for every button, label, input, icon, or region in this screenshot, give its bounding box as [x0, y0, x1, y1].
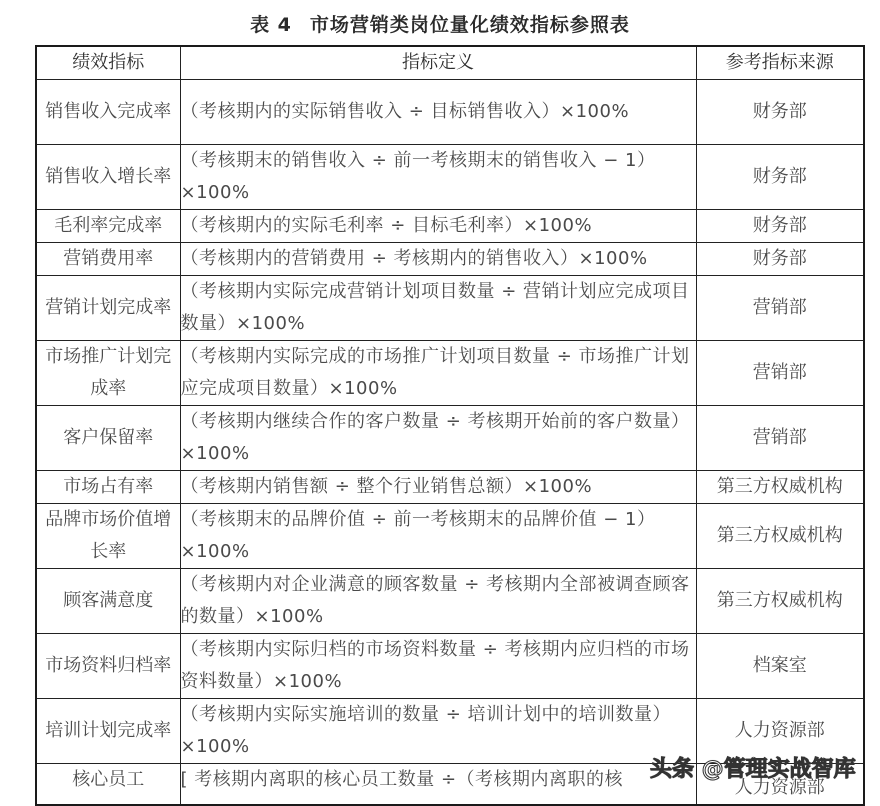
metric-source: 人力资源部	[696, 764, 864, 806]
table-row	[36, 504, 864, 569]
metric-source: 人力资源部	[696, 699, 864, 764]
metric-name: 销售收入完成率	[36, 80, 180, 145]
metric-name: 营销费用率	[36, 243, 180, 276]
header-source: 参考指标来源	[696, 46, 864, 80]
watermark: 头条 @管理实战智库	[650, 757, 856, 782]
table-row	[36, 406, 864, 471]
metric-source: 财务部	[696, 145, 864, 210]
table-header-row	[36, 46, 864, 80]
metric-source: 第三方权威机构	[696, 471, 864, 504]
metric-source: 营销部	[696, 341, 864, 406]
metric-definition: （考核期末的销售收入 ÷ 前一考核期末的销售收入 − 1）×100%	[180, 145, 696, 210]
metric-definition: （考核期内销售额 ÷ 整个行业销售总额）×100%	[180, 471, 696, 504]
metric-definition: （考核期内的实际销售收入 ÷ 目标销售收入）×100%	[180, 80, 696, 145]
metric-definition: （考核期内继续合作的客户数量 ÷ 考核期开始前的客户数量）×100%	[180, 406, 696, 471]
metrics-table	[35, 45, 865, 806]
metric-definition: （考核期内的营销费用 ÷ 考核期内的销售收入）×100%	[180, 243, 696, 276]
metric-source: 财务部	[696, 210, 864, 243]
metric-name: 市场资料归档率	[36, 634, 180, 699]
metric-source: 档案室	[696, 634, 864, 699]
table-row	[36, 210, 864, 243]
table-row	[36, 276, 864, 341]
metric-definition: （考核期内实际归档的市场资料数量 ÷ 考核期内应归档的市场资料数量）×100%	[180, 634, 696, 699]
table-row	[36, 471, 864, 504]
metric-source: 第三方权威机构	[696, 504, 864, 569]
metric-source: 财务部	[696, 243, 864, 276]
metric-definition: （考核期内的实际毛利率 ÷ 目标毛利率）×100%	[180, 210, 696, 243]
metric-name: 品牌市场价值增长率	[36, 504, 180, 569]
metric-name: 顾客满意度	[36, 569, 180, 634]
metric-definition: （考核期内实际完成的市场推广计划项目数量 ÷ 市场推广计划应完成项目数量）×100%	[180, 341, 696, 406]
metric-name: 市场占有率	[36, 471, 180, 504]
metric-source: 营销部	[696, 276, 864, 341]
metric-name: 市场推广计划完成率	[36, 341, 180, 406]
metric-name: 培训计划完成率	[36, 699, 180, 764]
metric-name: 营销计划完成率	[36, 276, 180, 341]
metric-definition: [ 考核期内离职的核心员工数量 ÷（考核期内离职的核	[180, 764, 696, 806]
metric-definition: （考核期末的品牌价值 ÷ 前一考核期末的品牌价值 − 1）×100%	[180, 504, 696, 569]
header-definition: 指标定义	[180, 46, 696, 80]
table-row	[36, 243, 864, 276]
metric-name: 核心员工	[36, 764, 180, 806]
header-metric: 绩效指标	[36, 46, 180, 80]
metric-definition: （考核期内实际实施培训的数量 ÷ 培训计划中的培训数量）×100%	[180, 699, 696, 764]
metric-name: 销售收入增长率	[36, 145, 180, 210]
table-row	[36, 80, 864, 145]
metric-name: 客户保留率	[36, 406, 180, 471]
table-row	[36, 341, 864, 406]
table-caption	[0, 10, 880, 37]
table-row	[36, 634, 864, 699]
table-number: 表 4	[250, 14, 292, 36]
metric-source: 营销部	[696, 406, 864, 471]
metric-definition: （考核期内对企业满意的顾客数量 ÷ 考核期内全部被调查顾客的数量）×100%	[180, 569, 696, 634]
table-row	[36, 145, 864, 210]
metric-source: 第三方权威机构	[696, 569, 864, 634]
metric-definition: （考核期内实际完成营销计划项目数量 ÷ 营销计划应完成项目数量）×100%	[180, 276, 696, 341]
table-title: 市场营销类岗位量化绩效指标参照表	[309, 14, 630, 36]
table-row	[36, 569, 864, 634]
metric-name: 毛利率完成率	[36, 210, 180, 243]
metric-source: 财务部	[696, 80, 864, 145]
